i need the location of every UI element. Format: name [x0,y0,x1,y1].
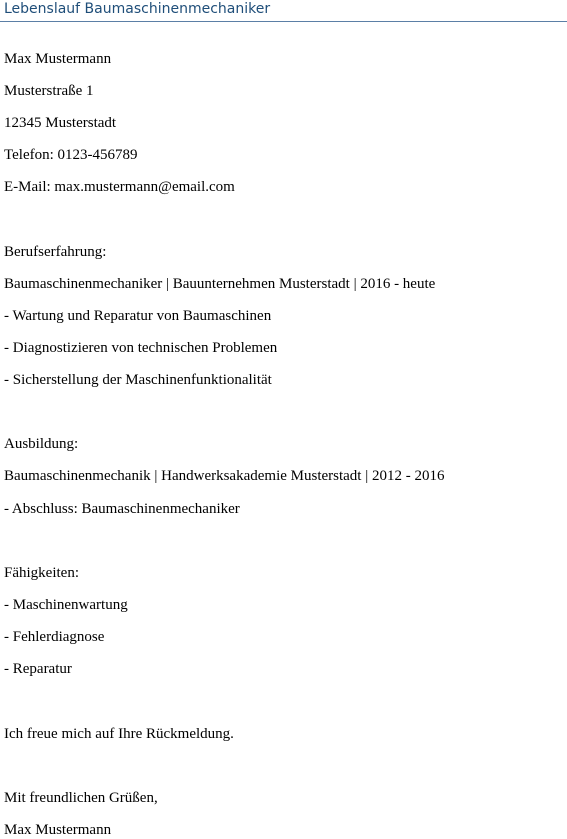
contact-email: E-Mail: max.mustermann@email.com [4,179,235,195]
closing-signature: Max Mustermann [4,822,112,838]
skills-heading: Fähigkeiten: [4,565,79,581]
header-divider [0,21,567,22]
skill-item: - Reparatur [4,661,72,677]
education-program: Baumaschinenmechanik | Handwerksakademie Musterstadt | 2012 - 2016 [4,468,445,484]
document-header [0,0,567,24]
skill-item: - Fehlerdiagnose [4,629,105,645]
skill-item: - Maschinenwartung [4,597,128,613]
contact-name: Max Mustermann [4,51,112,67]
experience-task: - Sicherstellung der Maschinenfunktionalität [4,372,272,388]
closing-greeting: Mit freundlichen Grüßen, [4,790,158,806]
contact-city: 12345 Musterstadt [4,115,117,131]
experience-heading: Berufserfahrung: [4,244,107,260]
education-heading: Ausbildung: [4,436,79,452]
education-degree: - Abschluss: Baumaschinenmechaniker [4,501,240,517]
closing-statement: Ich freue mich auf Ihre Rückmeldung. [4,726,234,742]
experience-task: - Diagnostizieren von technischen Problemen [4,340,278,356]
header-title: Lebenslauf Baumaschinenmechaniker [4,1,271,17]
experience-position: Baumaschinenmechaniker | Bauunternehmen Musterstadt | 2016 - heute [4,276,436,292]
contact-street: Musterstraße 1 [4,83,94,99]
contact-phone: Telefon: 0123-456789 [4,147,138,163]
experience-task: - Wartung und Reparatur von Baumaschinen [4,308,272,324]
